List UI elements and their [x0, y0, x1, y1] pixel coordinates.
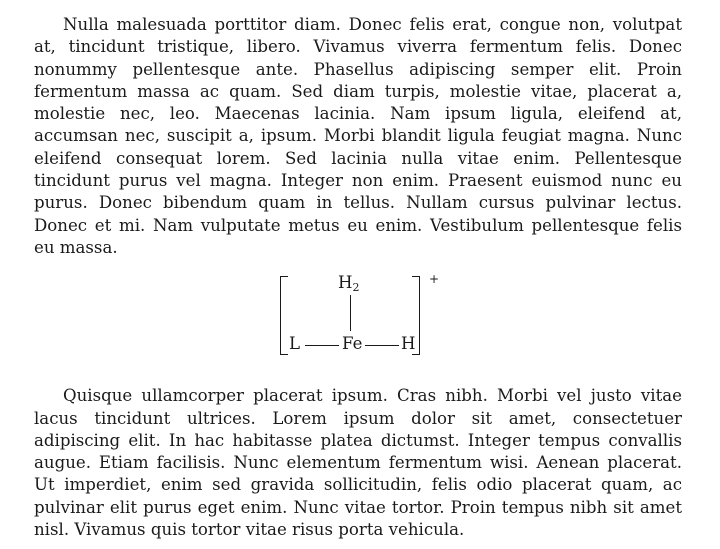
charge-label: +	[429, 272, 440, 287]
atom-h: H	[401, 334, 416, 354]
atom-h2-subscript: 2	[352, 281, 360, 295]
bond-fe-h2	[350, 295, 351, 331]
atom-fe: Fe	[342, 334, 363, 354]
atom-h2	[338, 273, 359, 298]
paragraph-1: Nulla malesuada porttitor diam. Donec felis erat, congue non, volutpat at, tincidunt tristique, libero. Vivamus viverra fermentum felis. Donec nonummy pellentesque ante. Phasellus adipiscing semper elit. Proin fermentum massa ac quam. Sed diam turpis, molestie vitae, placerat a, molestie nec, leo. Maecenas lacinia. Nam ipsum ligula, eleifend at, accumsan nec, suscipit a, ipsum. Morbi blandit ligula feugiat magna. Nunc eleifend consequat lorem. Sed lacinia nulla vitae enim. Pellentesque tincidunt purus vel magna. Integer non enim. Praesent euismod nunc eu purus. Donec bibendum quam in tellus. Nullam cursus pulvinar lectus. Donec et mi. Nam vulputate metus eu enim. Vestibulum pellentesque felis eu massa.	[34, 15, 682, 257]
atom-l: L	[289, 334, 301, 354]
left-bracket	[280, 276, 288, 355]
atom-h2-symbol: H	[338, 273, 353, 293]
bond-l-fe	[305, 345, 339, 346]
bond-fe-h	[365, 345, 399, 346]
page-content	[34, 14, 682, 541]
chemical-structure	[34, 273, 682, 373]
paragraph-2: Quisque ullamcorper placerat ipsum. Cras nibh. Morbi vel justo vitae lacus tincidunt ultrices. Lorem ipsum dolor sit amet, consectetuer adipiscing elit. In hac habitasse platea dictumst. Integer tempus convallis augue. Etiam facilisis. Nunc elementum fermentum wisi. Aenean placerat. Ut imperdiet, enim sed gravida sollicitudin, felis odio placerat quam, ac pulvinar elit purus eget enim. Nunc vitae tortor. Proin tempus nibh sit amet nisl. Vivamus quis tortor vitae risus porta vehicula.	[34, 386, 682, 540]
